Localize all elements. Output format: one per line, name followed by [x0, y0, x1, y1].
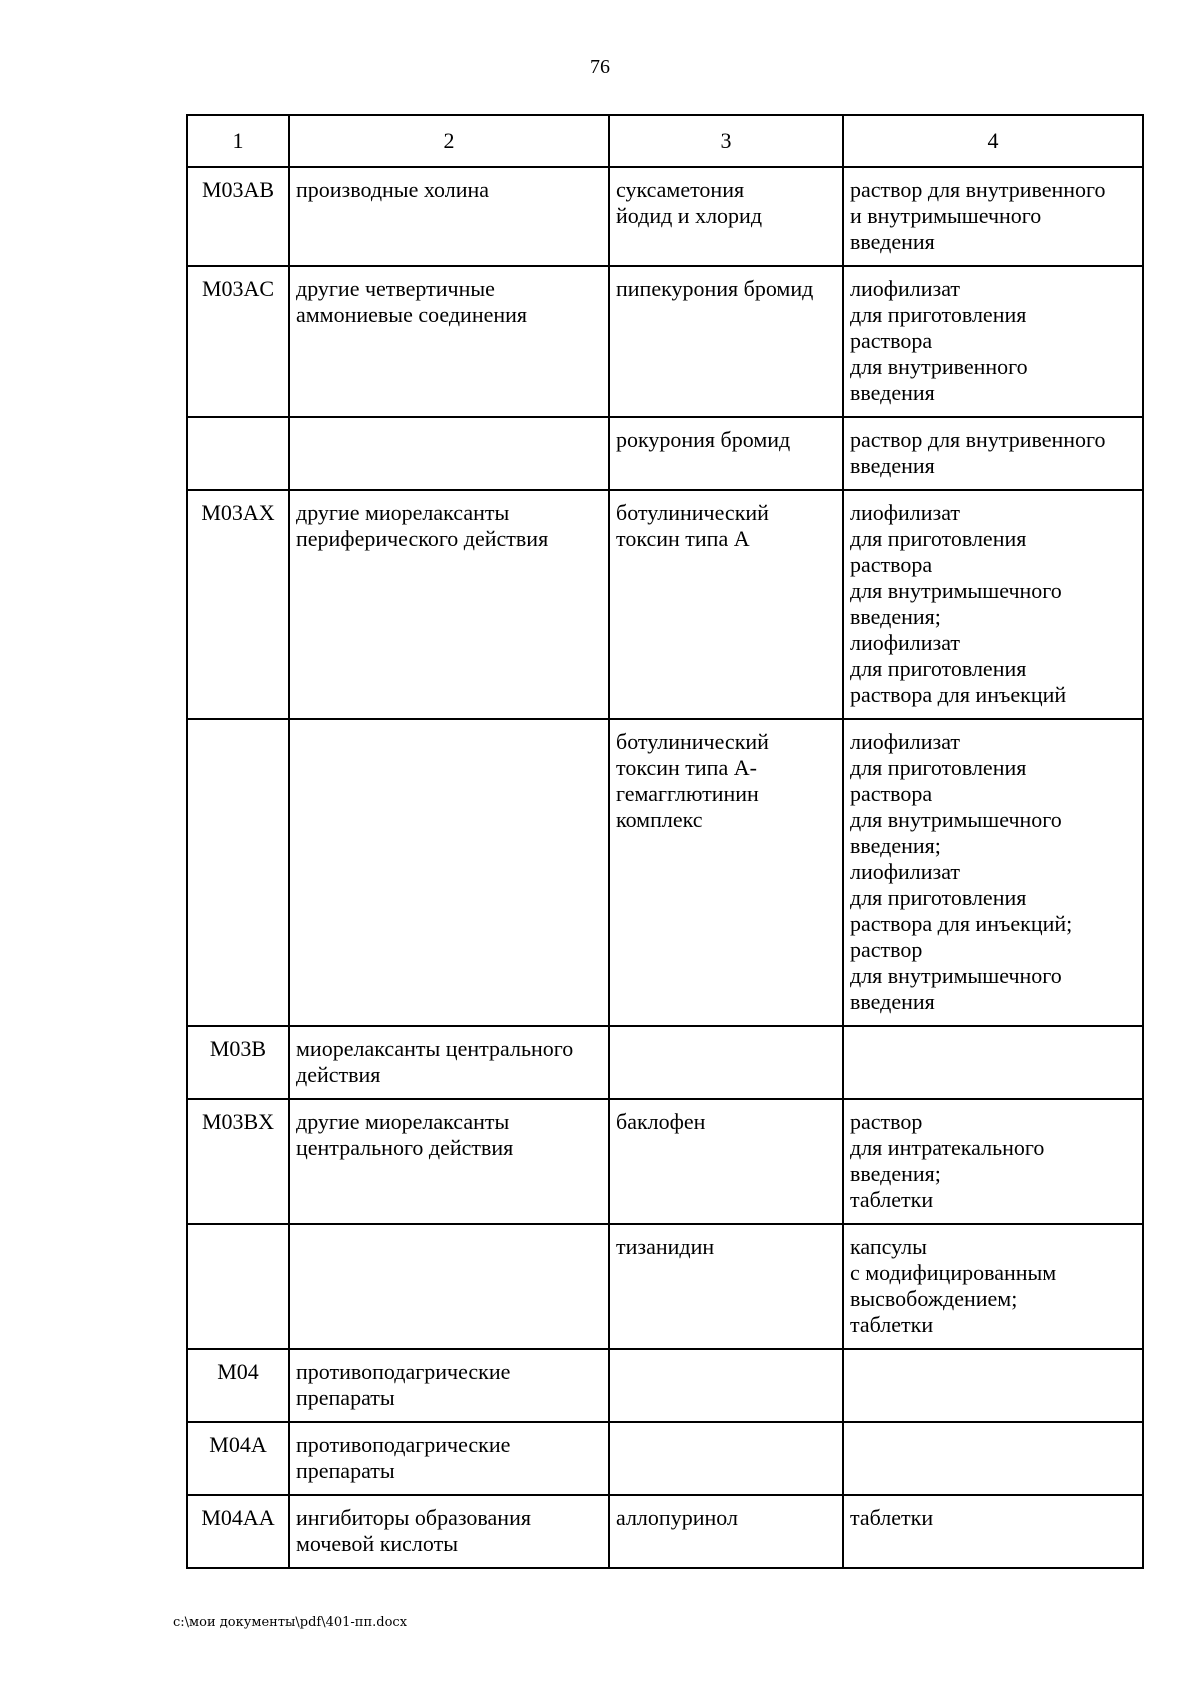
group-cell: миорелаксанты центрального действия — [289, 1026, 609, 1099]
atc-code-cell — [187, 719, 289, 1026]
group-cell: другие миорелаксанты периферического действия — [289, 490, 609, 719]
table-row — [187, 1026, 1143, 1099]
dosage-form-cell: лиофилизат для приготовления раствора для внутримышечного введения; лиофилизат для приготовления раствора для инъекций — [843, 490, 1143, 719]
substance-cell — [609, 1349, 843, 1422]
atc-code-cell — [187, 417, 289, 490]
substance-cell — [609, 1422, 843, 1495]
dosage-form-cell: раствор для внутривенного и внутримышечного введения — [843, 167, 1143, 266]
substance-cell: ботулинический токсин типа А — [609, 490, 843, 719]
table-row — [187, 719, 1143, 1026]
table-row — [187, 1495, 1143, 1568]
dosage-form-cell: лиофилизат для приготовления раствора для внутримышечного введения; лиофилизат для приготовления раствора для инъекций; раствор для внутримышечного введения — [843, 719, 1143, 1026]
atc-code-cell: M03AC — [187, 266, 289, 417]
substance-cell: пипекурония бромид — [609, 266, 843, 417]
substance-cell: аллопуринол — [609, 1495, 843, 1568]
substance-cell: ботулинический токсин типа А- гемагглютинин комплекс — [609, 719, 843, 1026]
column-header: 2 — [289, 115, 609, 167]
table-row — [187, 1224, 1143, 1349]
table-header-row — [187, 115, 1143, 167]
substance-cell — [609, 1026, 843, 1099]
substance-cell: баклофен — [609, 1099, 843, 1224]
group-cell: противоподагрические препараты — [289, 1349, 609, 1422]
column-header: 3 — [609, 115, 843, 167]
column-header: 1 — [187, 115, 289, 167]
dosage-form-cell: раствор для внутривенного введения — [843, 417, 1143, 490]
substance-cell: суксаметония йодид и хлорид — [609, 167, 843, 266]
dosage-form-cell: таблетки — [843, 1495, 1143, 1568]
dosage-form-cell: раствор для интратекального введения; таблетки — [843, 1099, 1143, 1224]
column-header: 4 — [843, 115, 1143, 167]
drug-table — [186, 114, 1144, 1569]
group-cell — [289, 417, 609, 490]
dosage-form-cell: капсулы с модифицированным высвобождением; таблетки — [843, 1224, 1143, 1349]
dosage-form-cell — [843, 1026, 1143, 1099]
table-row — [187, 490, 1143, 719]
table-row — [187, 266, 1143, 417]
atc-code-cell: M03AX — [187, 490, 289, 719]
dosage-form-cell — [843, 1422, 1143, 1495]
table-row — [187, 1099, 1143, 1224]
atc-code-cell: M03BX — [187, 1099, 289, 1224]
atc-code-cell: M03AB — [187, 167, 289, 266]
atc-code-cell: M03B — [187, 1026, 289, 1099]
page-number: 76 — [590, 56, 610, 78]
atc-code-cell: M04AA — [187, 1495, 289, 1568]
group-cell: другие четвертичные аммониевые соединения — [289, 266, 609, 417]
group-cell: противоподагрические препараты — [289, 1422, 609, 1495]
group-cell — [289, 1224, 609, 1349]
group-cell: производные холина — [289, 167, 609, 266]
dosage-form-cell: лиофилизат для приготовления раствора для внутривенного введения — [843, 266, 1143, 417]
footer-file-path: c:\мои документы\pdf\401-пп.docx — [173, 1615, 408, 1630]
dosage-form-cell — [843, 1349, 1143, 1422]
table-row — [187, 167, 1143, 266]
table-row — [187, 417, 1143, 490]
group-cell: ингибиторы образования мочевой кислоты — [289, 1495, 609, 1568]
substance-cell: рокурония бромид — [609, 417, 843, 490]
atc-code-cell — [187, 1224, 289, 1349]
group-cell — [289, 719, 609, 1026]
table-row — [187, 1422, 1143, 1495]
group-cell: другие миорелаксанты центрального действия — [289, 1099, 609, 1224]
table-row — [187, 1349, 1143, 1422]
substance-cell: тизанидин — [609, 1224, 843, 1349]
atc-code-cell: M04 — [187, 1349, 289, 1422]
atc-code-cell: M04A — [187, 1422, 289, 1495]
